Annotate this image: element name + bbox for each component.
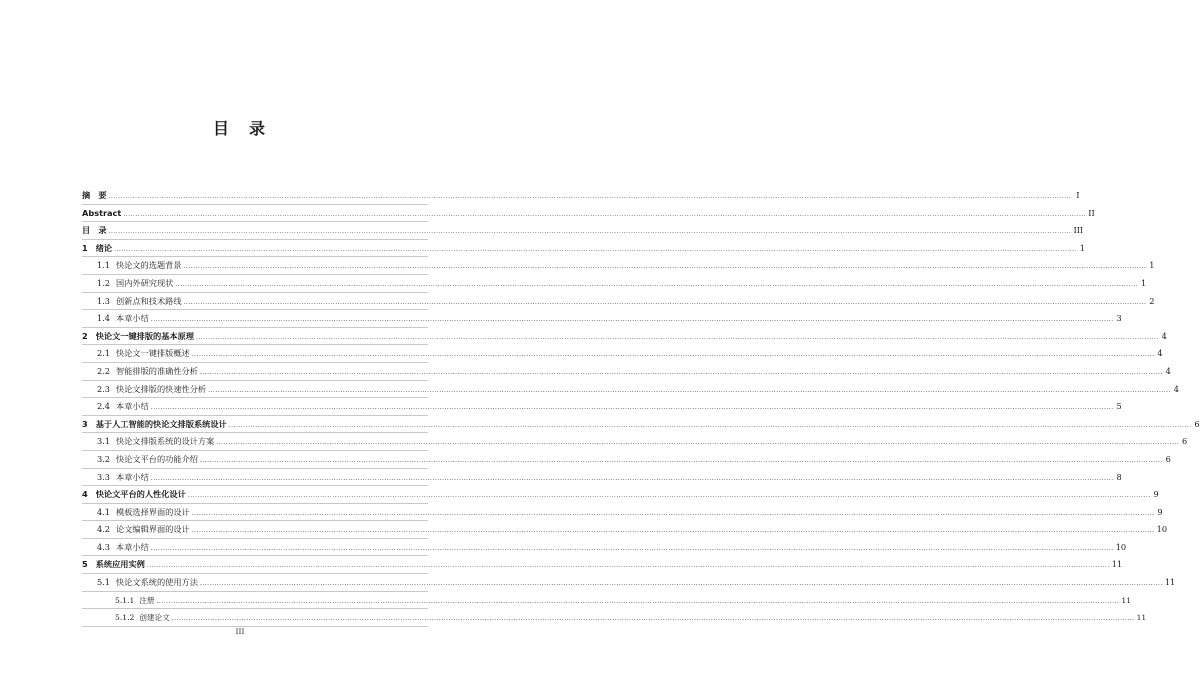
toc-entry[interactable] (82, 363, 1171, 381)
toc-entry[interactable] (82, 257, 1155, 275)
toc-entry[interactable] (82, 328, 1167, 346)
toc-entry-page: I (1076, 190, 1080, 200)
toc-entry[interactable] (82, 240, 1085, 258)
toc-entry-title: 本章小结 (116, 471, 149, 482)
toc-entry-number: 2.4 (97, 401, 111, 412)
toc-entry-page: 11 (1136, 613, 1147, 623)
toc-entry-title: Abstract (82, 207, 122, 218)
toc-entry-page: 9 (1157, 506, 1163, 517)
toc-entry-number: 3.2 (97, 453, 111, 464)
toc-entry-number: 5.1 (97, 577, 111, 588)
toc-dot-leader: ................................................................................................................................................................................................................................................................................................................................................................................................................ (191, 351, 1155, 359)
toc-entry-title: 摘 要 (82, 190, 107, 200)
toc-entry-page: 6 (1181, 436, 1188, 447)
toc-entry-number: 1.1 (97, 260, 111, 271)
toc-dot-leader: ................................................................................................................................................................................................................................................................................................................................................................................................................ (171, 615, 1135, 623)
toc-entry-page: 2 (1149, 295, 1155, 306)
toc-entry[interactable] (82, 574, 1176, 592)
toc-entry-page: II (1088, 207, 1095, 218)
toc-entry[interactable] (82, 345, 1163, 363)
toc-dot-leader: ................................................................................................................................................................................................................................................................................................................................................................................................................ (195, 333, 1159, 341)
toc-entry[interactable] (82, 381, 1179, 399)
toc-entry-title: 目 录 (82, 225, 107, 236)
toc-entry-number: 2.2 (97, 365, 111, 376)
toc-dot-leader: ................................................................................................................................................................................................................................................................................................................................................................................................................ (183, 263, 1147, 271)
toc-entry-page: 11 (1121, 595, 1132, 605)
toc-entry[interactable] (82, 275, 1147, 293)
toc-entry-page: 11 (1111, 559, 1123, 570)
toc-entry[interactable] (82, 293, 1155, 311)
toc-dot-leader: ................................................................................................................................................................................................................................................................................................................................................................................................................ (199, 456, 1163, 464)
page-title: 目 录 (212, 119, 267, 138)
toc-entry[interactable] (82, 205, 1095, 223)
toc-entry[interactable] (82, 504, 1163, 522)
toc-entry-page: 6 (1165, 453, 1171, 464)
toc-entry-number: 4.2 (97, 524, 111, 535)
toc-entry-page: 1 (1079, 242, 1085, 253)
toc-entry[interactable] (82, 416, 1200, 434)
toc-entry-title: 创建论文 (139, 613, 170, 623)
toc-entry-number: 4 (82, 489, 88, 500)
toc-entry-page: 11 (1164, 577, 1176, 588)
toc-entry[interactable] (82, 187, 1080, 205)
toc-entry-page: 8 (1116, 471, 1122, 482)
toc-entry-title: 创新点和技术路线 (116, 295, 182, 306)
toc-entry-title: 快论文平台的人性化设计 (95, 489, 186, 500)
toc-entry-page: 1 (1141, 277, 1147, 288)
toc-entry-page: 4 (1161, 330, 1167, 341)
toc-dot-leader: ................................................................................................................................................................................................................................................................................................................................................................................................................ (208, 386, 1171, 394)
toc-entry-title: 本章小结 (116, 541, 149, 552)
toc-entry-title: 注册 (139, 595, 155, 605)
toc-entry-page: 5 (1116, 401, 1122, 412)
toc-entry[interactable] (82, 592, 1132, 610)
toc-entry-page: 4 (1157, 348, 1163, 359)
toc-dot-leader: ................................................................................................................................................................................................................................................................................................................................................................................................................ (150, 544, 1114, 552)
toc-entry-number: 5 (82, 559, 88, 570)
toc-entry[interactable] (82, 539, 1127, 557)
toc-dot-leader: ................................................................................................................................................................................................................................................................................................................................................................................................................ (156, 597, 1120, 605)
toc-entry-title: 国内外研究现状 (116, 277, 174, 288)
toc-entry[interactable] (82, 556, 1123, 574)
toc-dot-leader: ................................................................................................................................................................................................................................................................................................................................................................................................................ (108, 228, 1072, 236)
toc-entry-title: 快论文的选题背景 (116, 260, 182, 271)
toc-dot-leader: ................................................................................................................................................................................................................................................................................................................................................................................................................ (199, 368, 1163, 376)
toc-entry-title: 快论文平台的功能介绍 (116, 453, 198, 464)
toc-dot-leader: ................................................................................................................................................................................................................................................................................................................................................................................................................ (187, 492, 1151, 500)
toc-entry-title: 快论文系统的使用方法 (116, 577, 198, 588)
toc-entry-number: 2 (82, 330, 88, 341)
page-number-footer: III (235, 627, 245, 636)
toc-entry[interactable] (82, 222, 1084, 240)
toc-entry-number: 4.3 (97, 541, 111, 552)
toc-entry-page: 3 (1116, 313, 1122, 324)
toc-dot-leader: ................................................................................................................................................................................................................................................................................................................................................................................................................ (216, 439, 1180, 447)
toc-entry-number: 5.1.1 (115, 595, 135, 605)
toc-dot-leader: ................................................................................................................................................................................................................................................................................................................................................................................................................ (228, 421, 1192, 429)
toc-entry-page: 10 (1156, 524, 1168, 535)
toc-dot-leader: ................................................................................................................................................................................................................................................................................................................................................................................................................ (108, 193, 1072, 200)
toc-entry-number: 5.1.2 (115, 613, 135, 623)
toc-dot-leader: ................................................................................................................................................................................................................................................................................................................................................................................................................ (183, 298, 1147, 306)
toc-entry-title: 绪论 (95, 242, 113, 253)
toc-entry-page: 10 (1115, 541, 1127, 552)
toc-entry[interactable] (82, 609, 1147, 627)
toc-entry-number: 1.2 (97, 277, 111, 288)
toc-entry-title: 本章小结 (116, 401, 149, 412)
toc-dot-leader: ................................................................................................................................................................................................................................................................................................................................................................................................................ (146, 562, 1110, 570)
toc-entry[interactable] (82, 451, 1171, 469)
toc-entry-title: 智能排版的准确性分析 (116, 365, 198, 376)
toc-entry-number: 3 (82, 418, 88, 429)
toc-entry-page: 4 (1165, 365, 1171, 376)
toc-dot-leader: ................................................................................................................................................................................................................................................................................................................................................................................................................ (150, 316, 1114, 324)
toc-dot-leader: ................................................................................................................................................................................................................................................................................................................................................................................................................ (191, 527, 1155, 535)
toc-entry[interactable] (82, 469, 1122, 487)
toc-entry-title: 快论文排版的快速性分析 (116, 383, 207, 394)
toc-dot-leader: ................................................................................................................................................................................................................................................................................................................................................................................................................ (150, 404, 1114, 412)
toc-entry-page: 6 (1194, 418, 1200, 429)
toc-entry-title: 快论文排版系统的设计方案 (116, 436, 215, 447)
toc-entry-title: 本章小结 (116, 313, 149, 324)
toc-entry-number: 2.1 (97, 348, 111, 359)
toc-entry-title: 系统应用实例 (95, 559, 145, 570)
toc-dot-leader: ................................................................................................................................................................................................................................................................................................................................................................................................................ (191, 509, 1155, 517)
toc-entry-number: 1 (82, 242, 88, 253)
toc-entry-title: 快论文一键排版概述 (116, 348, 190, 359)
toc-entry-page: 4 (1173, 383, 1179, 394)
toc-entry-number: 1.3 (97, 295, 111, 306)
toc-entry[interactable] (82, 521, 1168, 539)
toc-dot-leader: ................................................................................................................................................................................................................................................................................................................................................................................................................ (175, 280, 1139, 288)
toc-entry[interactable] (82, 310, 1122, 328)
toc-entry-title: 快论文一键排版的基本原理 (95, 330, 194, 341)
toc-dot-leader: ................................................................................................................................................................................................................................................................................................................................................................................................................ (114, 245, 1077, 253)
toc-entry-title: 模板选择界面的设计 (116, 506, 190, 517)
toc-entry-number: 3.1 (97, 436, 111, 447)
toc-entry-page: III (1073, 225, 1084, 236)
toc-entry-page: 1 (1149, 260, 1155, 271)
toc-dot-leader: ................................................................................................................................................................................................................................................................................................................................................................................................................ (150, 474, 1114, 482)
toc-entry-number: 1.4 (97, 313, 111, 324)
toc-entry[interactable] (82, 398, 1122, 416)
toc-dot-leader: ................................................................................................................................................................................................................................................................................................................................................................................................................ (123, 210, 1087, 218)
toc-entry-number: 3.3 (97, 471, 111, 482)
table-of-contents (82, 187, 1200, 627)
toc-entry[interactable] (82, 433, 1188, 451)
toc-entry-page: 9 (1153, 489, 1159, 500)
toc-entry-title: 基于人工智能的快论文排版系统设计 (95, 418, 227, 429)
toc-entry[interactable] (82, 486, 1159, 504)
toc-entry-number: 2.3 (97, 383, 111, 394)
toc-entry-number: 4.1 (97, 506, 111, 517)
toc-dot-leader: ................................................................................................................................................................................................................................................................................................................................................................................................................ (199, 580, 1163, 588)
toc-entry-title: 论文编辑界面的设计 (116, 524, 190, 535)
